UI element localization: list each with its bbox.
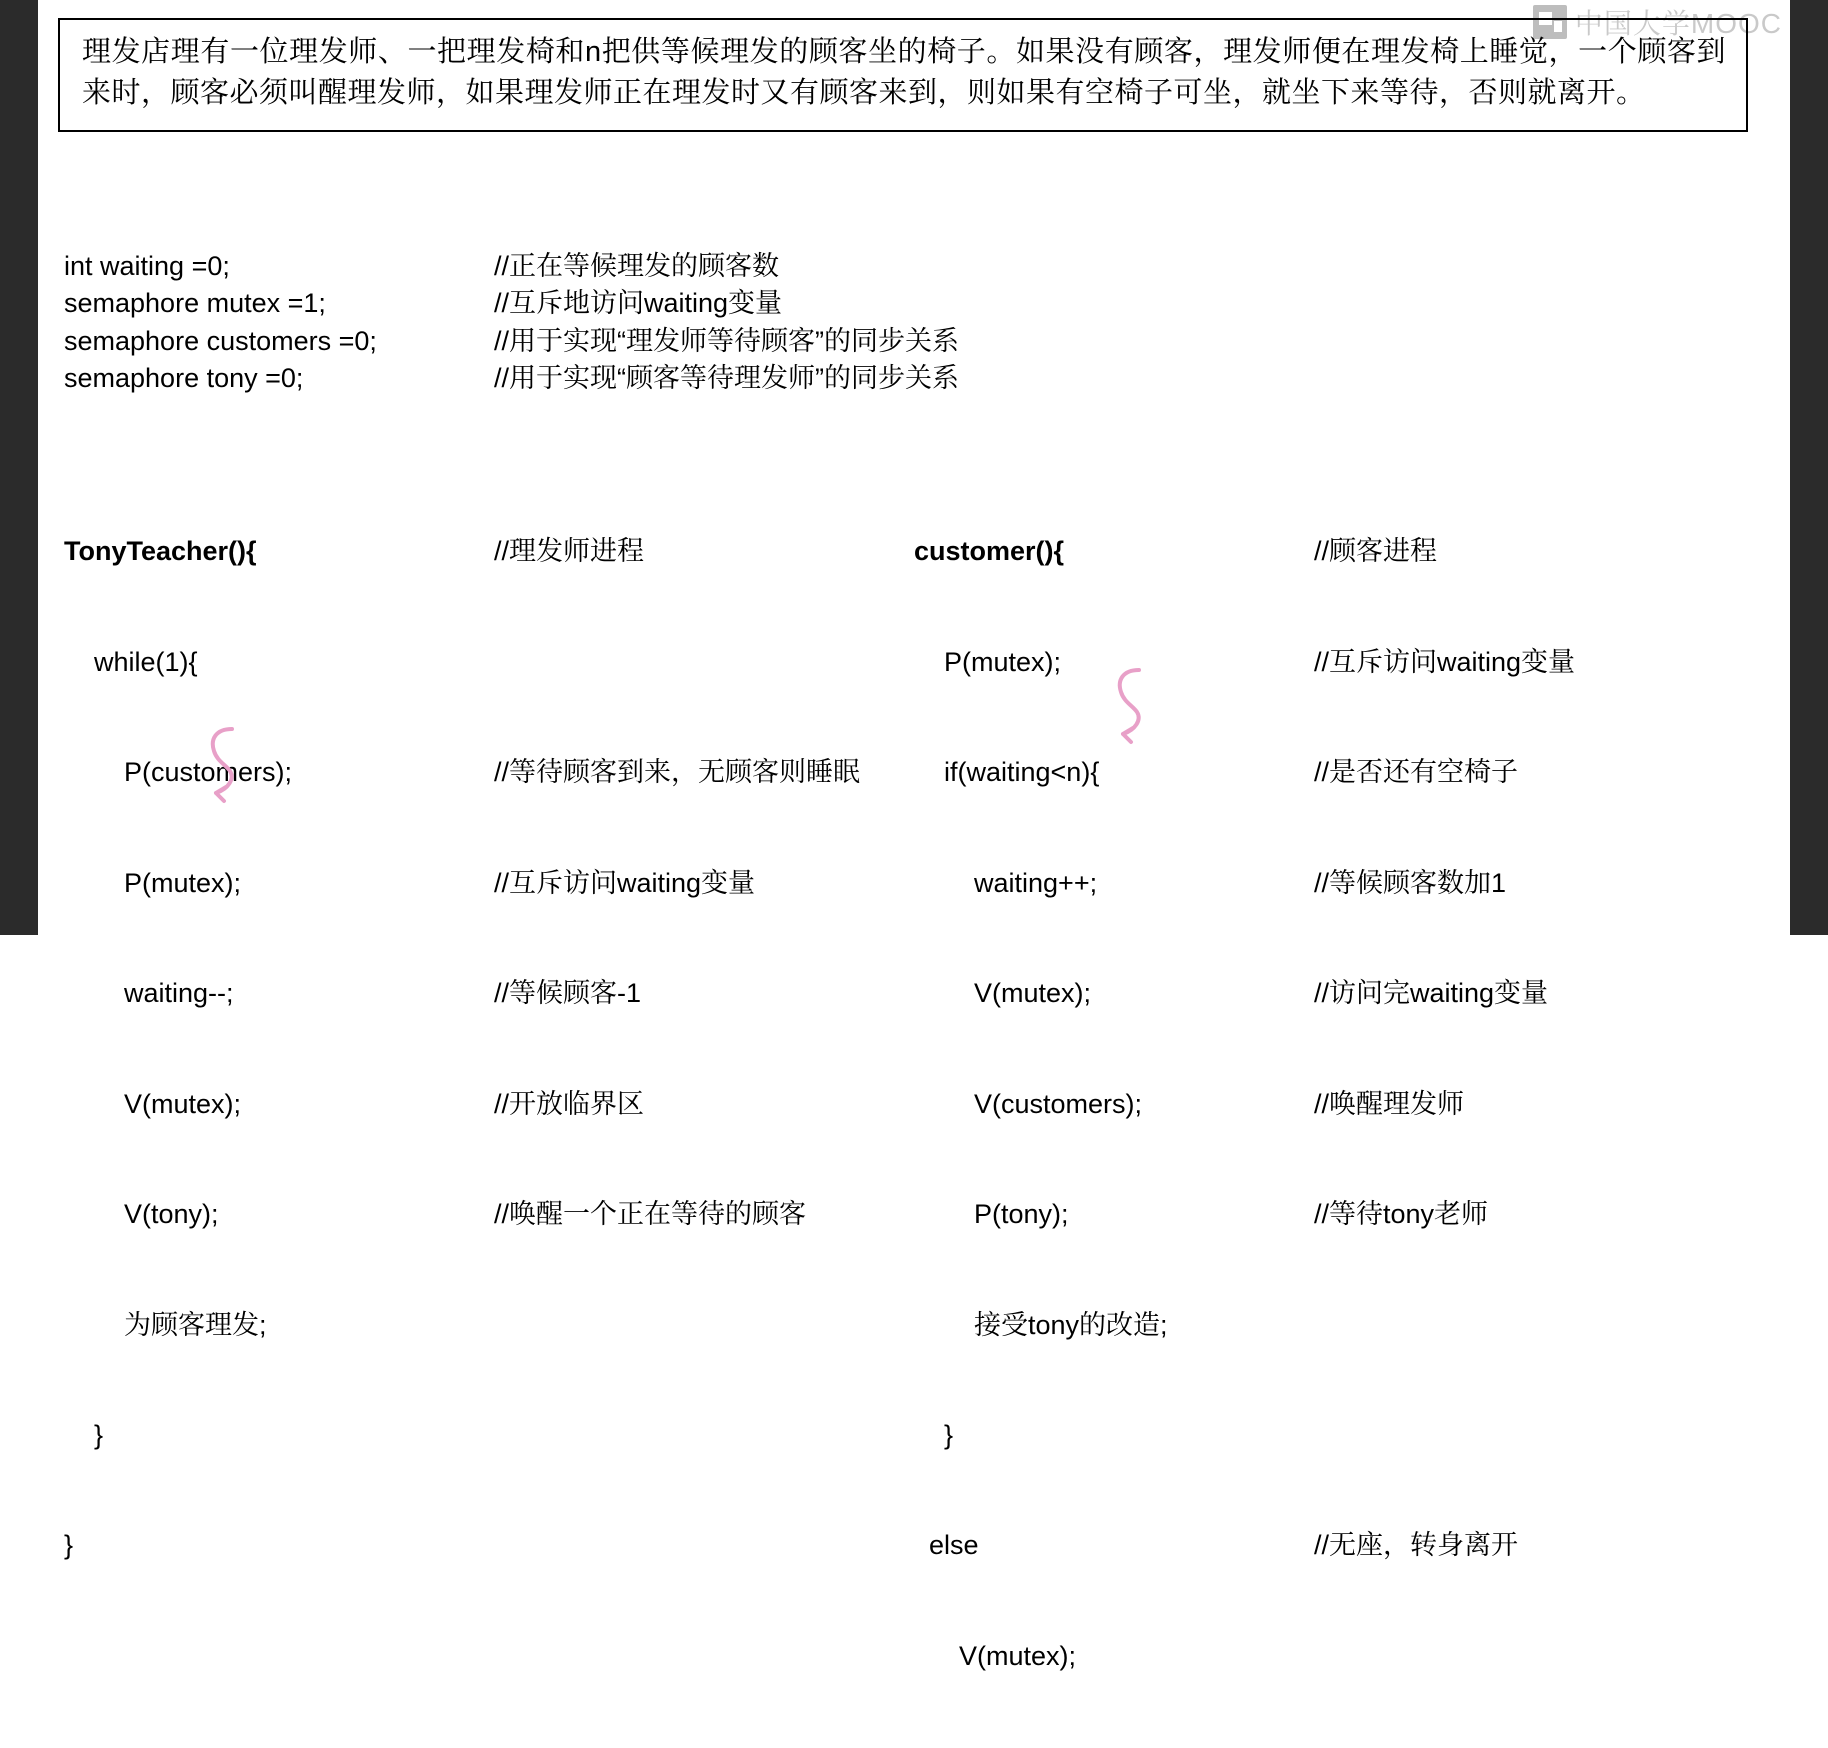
declaration-comment: //用于实现“理发师等待顾客”的同步关系 xyxy=(494,325,959,356)
declaration-row xyxy=(64,323,1464,360)
mooc-watermark-text: 中国大学MOOC xyxy=(1574,8,1782,39)
barber-comment-line xyxy=(494,644,860,681)
customer-code-line: 接受tony的改造; xyxy=(914,1309,1168,1340)
barber-comment-line: //开放临界区 xyxy=(494,1088,645,1119)
declaration-row xyxy=(64,248,1464,285)
problem-statement-box xyxy=(58,18,1748,132)
customer-code-line: V(mutex); xyxy=(914,978,1092,1009)
barber-process-column xyxy=(64,460,914,1748)
slide-canvas xyxy=(38,0,1790,1671)
customer-code-line: } xyxy=(914,1419,954,1450)
declaration-code: semaphore mutex =1; xyxy=(64,288,326,319)
code-columns xyxy=(64,460,1764,1748)
customer-comments xyxy=(1314,460,1575,1748)
barber-comment-line: //理发师进程 xyxy=(494,536,645,567)
barber-code-line: while(1){ xyxy=(64,646,198,677)
customer-comment-line: //顾客进程 xyxy=(1314,536,1438,567)
customer-comment-line: //等候顾客数加1 xyxy=(1314,867,1507,898)
customer-code-line: V(customers); xyxy=(914,1088,1143,1119)
barber-comment-line: //唤醒一个正在等待的顾客 xyxy=(494,1199,807,1230)
page-edge-right xyxy=(1790,0,1828,935)
declaration-code: semaphore tony =0; xyxy=(64,362,304,393)
declaration-code: int waiting =0; xyxy=(64,251,230,281)
barber-code-line: 为顾客理发; xyxy=(64,1309,267,1340)
declaration-comment: //互斥地访问waiting变量 xyxy=(494,288,783,319)
declaration-row xyxy=(64,360,1464,397)
declarations-block xyxy=(64,248,1464,397)
barber-code-line: V(mutex); xyxy=(64,1088,242,1119)
declaration-code: semaphore customers =0; xyxy=(64,325,377,356)
barber-code-line: V(tony); xyxy=(64,1199,219,1230)
customer-code-line: else xyxy=(914,1530,979,1561)
customer-comment-line: //是否还有空椅子 xyxy=(1314,757,1519,788)
customer-comment-line: //互斥访问waiting变量 xyxy=(1314,646,1576,677)
barber-title: TonyTeacher(){ xyxy=(64,536,257,567)
barber-comment-line: //等候顾客-1 xyxy=(494,978,642,1009)
customer-comment-line: //唤醒理发师 xyxy=(1314,1088,1465,1119)
customer-code-line: if(waiting<n){ xyxy=(914,757,1100,788)
barber-code-line: } xyxy=(64,1419,104,1450)
declaration-row xyxy=(64,285,1464,322)
declaration-comment: //正在等候理发的顾客数 xyxy=(494,251,780,281)
barber-code-line: } xyxy=(64,1530,74,1561)
customer-comment-line xyxy=(1314,1417,1575,1454)
customer-code-line: P(tony); xyxy=(914,1199,1069,1230)
barber-comment-line: //等待顾客到来，无顾客则睡眠 xyxy=(494,757,861,788)
barber-code-line: P(mutex); xyxy=(64,867,242,898)
customer-process-column xyxy=(914,460,1764,1748)
barber-code-line: P(customers); xyxy=(64,757,293,788)
customer-code-line: waiting++; xyxy=(914,867,1098,898)
customer-code-line: V(mutex); xyxy=(914,1640,1077,1671)
barber-comments xyxy=(494,460,860,1748)
customer-comment-line: //无座，转身离开 xyxy=(1314,1530,1519,1561)
page-edge-left xyxy=(0,0,38,935)
problem-statement-text: 理发店理有一位理发师、一把理发椅和n把供等候理发的顾客坐的椅子。如果没有顾客，理发师便在理发椅上睡觉，一个顾客到来时，顾客必须叫醒理发师，如果理发师正在理发时又有顾客来到，则如果有空椅子可坐，就坐下来等待，否则就离开。 xyxy=(82,36,1726,110)
customer-comment-line xyxy=(1314,1307,1575,1344)
customer-comment-line: //访问完waiting变量 xyxy=(1314,978,1549,1009)
customer-code xyxy=(914,460,1314,1748)
declaration-comment: //用于实现“顾客等待理发师”的同步关系 xyxy=(494,362,959,393)
customer-code-line: P(mutex); xyxy=(914,646,1062,677)
customer-title: customer(){ xyxy=(914,536,1065,567)
barber-code xyxy=(64,460,494,1748)
barber-comment-line: //互斥访问waiting变量 xyxy=(494,867,756,898)
barber-code-line: waiting--; xyxy=(64,978,234,1009)
customer-comment-line: //等待tony老师 xyxy=(1314,1199,1489,1230)
